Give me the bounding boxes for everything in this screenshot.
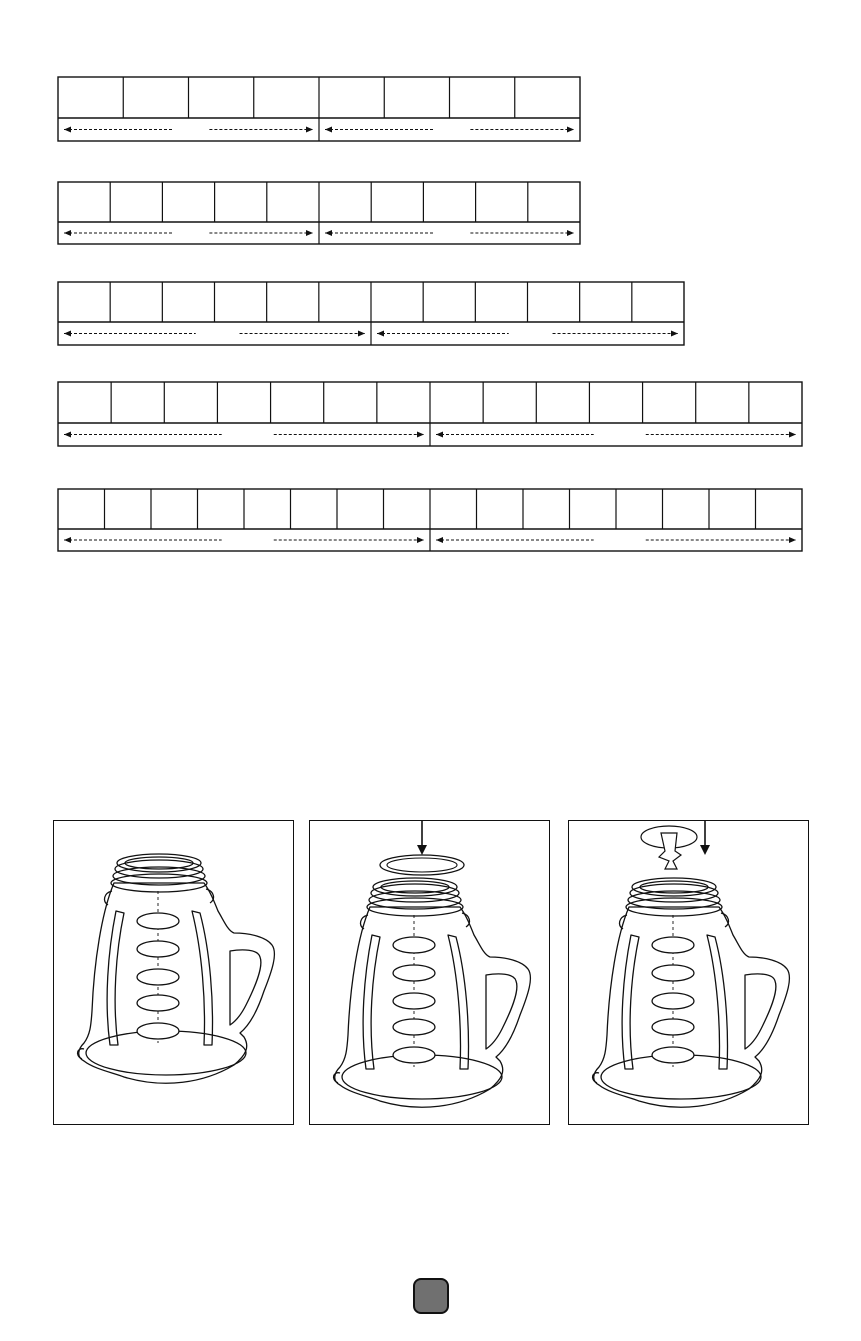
carafe-illustration-2 (310, 821, 548, 1123)
strip-2-grid (57, 181, 581, 245)
strip-4-grid (57, 381, 803, 447)
arrow-left-head (64, 331, 71, 337)
measure-oval (137, 995, 179, 1011)
carafe-handle-opening (486, 974, 517, 1049)
strip-frame (58, 489, 802, 551)
arrow-left-head (64, 537, 71, 543)
arrow-left-head (436, 432, 443, 438)
strip-frame (58, 77, 580, 141)
insert-arrow-head (417, 845, 427, 855)
measure-oval (393, 937, 435, 953)
measure-oval (652, 1047, 694, 1063)
measure-oval (137, 1023, 179, 1039)
arrow-left-head (325, 230, 332, 236)
arrow-left-head (64, 127, 71, 133)
illustration-panel-1 (53, 820, 294, 1125)
illustration-panel-3 (568, 820, 809, 1125)
grip-rib-right (707, 935, 728, 1069)
measure-oval (393, 965, 435, 981)
arrow-left-head (64, 230, 71, 236)
arrow-right-head (358, 331, 365, 337)
carafe-illustration-3 (569, 821, 807, 1123)
carafe-illustration-1 (54, 821, 292, 1123)
strip-frame (58, 382, 802, 446)
carafe-body-group (593, 878, 790, 1107)
grip-rib-left (363, 935, 380, 1069)
arrow-right-head (789, 537, 796, 543)
carafe-body-group (78, 854, 275, 1083)
measure-oval (652, 937, 694, 953)
strip-3-grid (57, 281, 685, 346)
carafe-handle-opening (745, 974, 776, 1049)
insert-arrow (700, 821, 710, 855)
arrow-right-head (417, 537, 424, 543)
measure-oval (137, 913, 179, 929)
arrow-left-head (64, 432, 71, 438)
arrow-right-head (417, 432, 424, 438)
carafe-body-group (334, 878, 531, 1107)
arrow-right-head (306, 127, 313, 133)
measure-oval (393, 1019, 435, 1035)
grip-rib-left (622, 935, 639, 1069)
carafe-ear-right (206, 889, 213, 903)
measure-oval (137, 941, 179, 957)
measure-oval (137, 969, 179, 985)
seal-ring-inner (387, 858, 457, 872)
measurement-strip-1 (57, 76, 581, 142)
carafe-handle-opening (230, 950, 261, 1025)
arrow-right-head (567, 230, 574, 236)
arrow-left-head (325, 127, 332, 133)
arrow-right-head (306, 230, 313, 236)
grip-rib-right (448, 935, 469, 1069)
carafe-ear-right (721, 913, 728, 927)
measurement-strip-2 (57, 181, 581, 245)
blade-assembly (641, 826, 697, 869)
measurement-strip-4 (57, 381, 803, 447)
grip-rib-right (192, 911, 213, 1045)
measure-oval (652, 965, 694, 981)
strip-frame (58, 182, 580, 244)
arrow-left-head (377, 331, 384, 337)
grip-rib-left (107, 911, 124, 1045)
strip-5-grid (57, 488, 803, 552)
measure-oval (393, 1047, 435, 1063)
measurement-strip-3 (57, 281, 685, 346)
measure-oval (393, 993, 435, 1009)
measure-oval (652, 1019, 694, 1035)
strip-1-grid (57, 76, 581, 142)
illustration-panel-2 (309, 820, 550, 1125)
arrow-left-head (436, 537, 443, 543)
arrow-right-head (567, 127, 574, 133)
arrow-right-head (671, 331, 678, 337)
page-number-badge (413, 1278, 449, 1314)
measure-oval (652, 993, 694, 1009)
insert-arrow (417, 821, 427, 855)
arrow-right-head (789, 432, 796, 438)
measurement-strip-5 (57, 488, 803, 552)
insert-arrow-head (700, 845, 710, 855)
carafe-ear-right (462, 913, 469, 927)
strip-frame (58, 282, 684, 345)
